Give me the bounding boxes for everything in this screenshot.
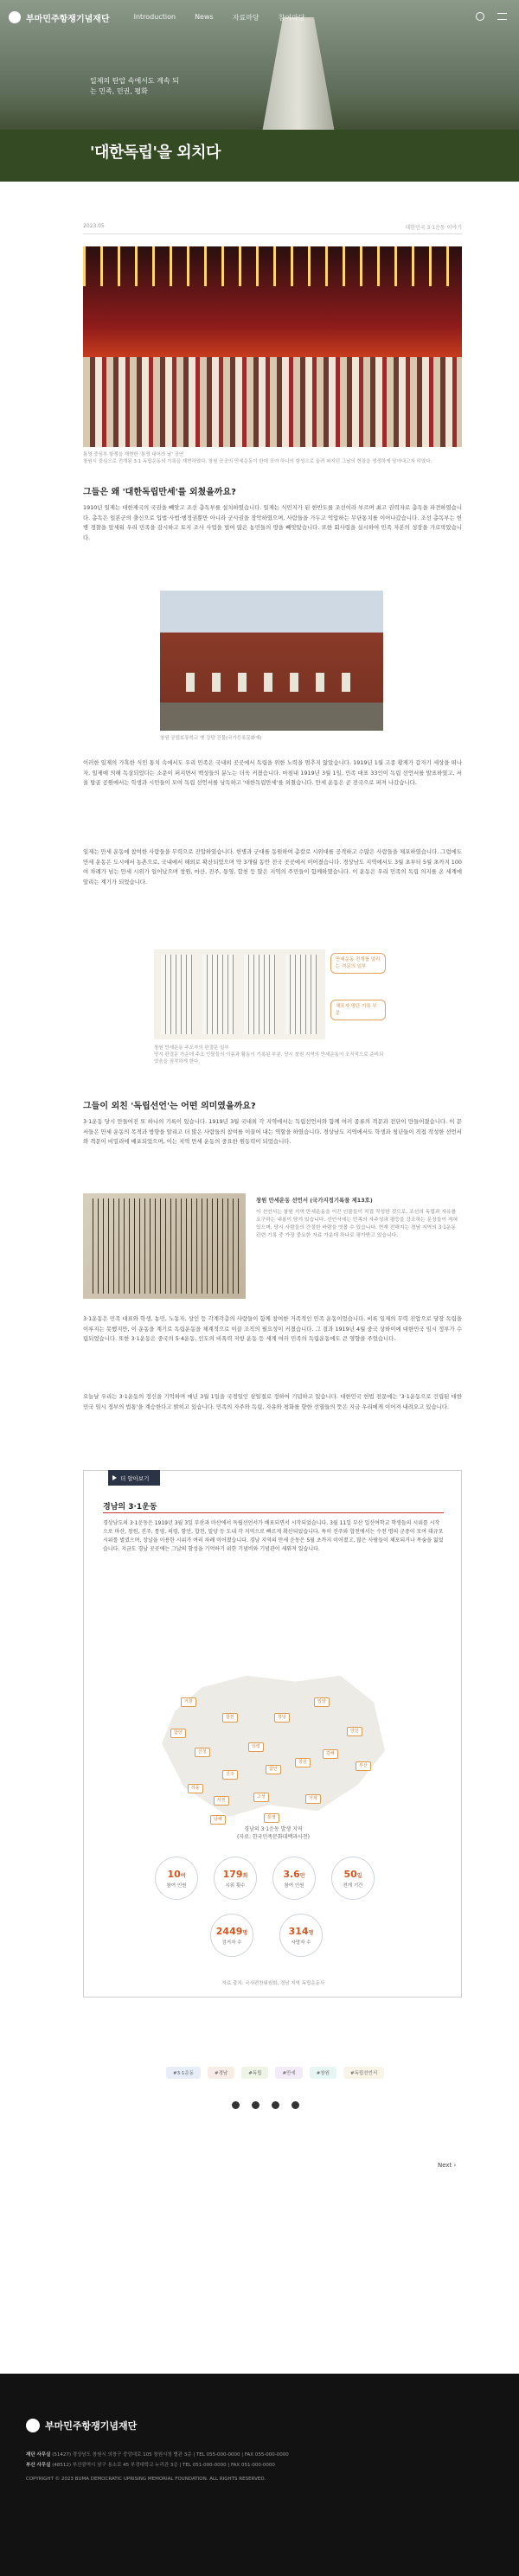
- info-box-text: 경상남도의 3·1운동은 1919년 3월 3일 부산과 마산에서 독립선언서가 배포되면서 시작되었습니다. 3월 11일 부산 일신여학교 학생들의 시위를 시작으로 마산, 창원, 진주, 통영, 의령, 함안, 합천, 밀양 등 도내 각 지역으로 빠르게 확산되었습니다. 특히 진주와 합천에서는 수천 명의 군중이 모여 대규모 시위를 벌였으며, 장날을 이용한 시위가 여러 차례 이어졌습니다. 경남 지역의 만세 운동은 5월 초까지 이어졌고, 많은 사람들이 체포되거나 목숨을 잃었습니다. 지금도 경남 곳곳에는 그날의 함성을 기억하기 위한 기념비와 기념관이 세워져 있습니다.: [103, 1520, 444, 1552]
- tag-list: [166, 2067, 384, 2079]
- section1-heading: 그들은 왜 '대한독립만세'를 외쳤을까요?: [83, 488, 236, 497]
- search-icon[interactable]: [476, 12, 484, 21]
- main-menu: [134, 13, 305, 22]
- document-sheet: [285, 955, 317, 1034]
- section2-paragraph-1: 3·1운동 당시 만들어진 또 하나의 기록이 있습니다. 1919년 3월 국내외 각 지역에서는 독립선언서와 함께 여러 종류의 격문과 전단이 만들어졌습니다. 이 문서들은 만세 운동의 목적과 방향을 알리고 더 많은 사람들의 참여를 이끌어 내는 역할을 하였습니다. 경상남도 지역에서도 학생과 청년들이 직접 작성한 선언서와 격문이 비밀리에 배포되었으며, 이는 지역 만세 운동의 중요한 원동력이 되었습니다.: [83, 1118, 462, 1145]
- map-label: 거제: [305, 1794, 321, 1804]
- blog-icon[interactable]: [272, 2101, 279, 2109]
- section1-paragraph-2: 이러한 일제의 가혹한 식민 통치 속에서도 우리 민족은 국내외 곳곳에서 독립을 위한 노력을 멈추지 않았습니다. 1919년 1월 고종 황제가 갑자기 세상을 떠나자, 일제에 의해 독살되었다는 소문이 퍼지면서 백성들의 분노는 더욱 커졌습니다. 마침내 1919년 3월 1일, 민족 대표 33인이 독립 선언서를 발표하였고, 서울 탑골 공원에서는 학생과 시민들이 모여 독립 선언서를 낭독하고 '대한독립만세'를 외쳤습니다. 만세 운동은 곧 전국으로 퍼져 나갔습니다.: [83, 759, 462, 786]
- declaration-description: 이 선언서는 창원 지역 만세운동을 이끈 인물들이 직접 작성한 것으로, 조선의 독립과 자유를 요구하는 내용이 담겨 있습니다. 선언서에는 민족의 자주성과 평등을 강조하는 문장들이 적혀 있으며, 당시 사람들의 간절한 바람을 엿볼 수 있습니다. 현재 전해지는 경남 지역의 3·1운동 관련 기록 중 가장 중요한 자료 가운데 하나로 평가받고 있습니다.: [256, 1210, 458, 1238]
- tag-chip[interactable]: #3·1운동: [166, 2067, 201, 2079]
- building-window: [316, 673, 324, 692]
- hero-subtitle: 일제의 탄압 속에서도 계속 되는 민족, 민권, 평화: [90, 77, 179, 95]
- verdict-document-image: [154, 949, 325, 1039]
- youtube-icon[interactable]: [252, 2101, 260, 2109]
- tag-chip[interactable]: #경남: [208, 2067, 234, 2079]
- map-label: 의령: [248, 1742, 264, 1752]
- building-window: [238, 673, 247, 692]
- footer-address-1-text: (51427) 경상남도 창원시 의창구 중앙대로 105 창원시청 별관 3층 | TEL 055-000-0000 | FAX 055-000-0000: [52, 2452, 289, 2458]
- document-sheet: [244, 955, 275, 1034]
- next-post-link[interactable]: [438, 2162, 456, 2169]
- stat-unit: 명: [242, 1929, 248, 1936]
- menu-item-introduction[interactable]: Introduction: [133, 12, 176, 21]
- document-caption: 창원 만세운동 주도자의 판결문 일부 당시 판결문 가운데 주요 인물들의 이름과 활동이 기록된 부분. 당시 창원 지역의 만세운동이 조직적으로 준비되었음을 짐작하게 한다.: [154, 1045, 384, 1064]
- tag-chip[interactable]: #창원: [310, 2067, 336, 2079]
- footer-address-1: [26, 2451, 493, 2459]
- info-box-underline: [103, 1512, 444, 1513]
- building-window: [342, 673, 350, 692]
- menu-item-archive[interactable]: 자료마당: [232, 13, 260, 22]
- building-window: [264, 673, 272, 692]
- info-box-source: 자료 출처: 국사편찬위원회, 경남 지역 독립운동사: [221, 1981, 325, 1986]
- site-footer: [0, 2374, 519, 2576]
- stat-unit: 만: [299, 1872, 305, 1879]
- map-label: 김해: [323, 1749, 338, 1759]
- menu-item-news[interactable]: News: [195, 12, 214, 21]
- building-photo-caption: 창원 공립보통학교 옛 강당 건물(국가등록문화재): [160, 736, 262, 741]
- site-logo[interactable]: [9, 11, 110, 24]
- top-nav: [0, 0, 519, 35]
- stat-value: 50: [343, 1868, 357, 1880]
- declaration-text-texture: [88, 1199, 240, 1294]
- section2-paragraph-3: 오늘날 우리는 3·1운동의 정신을 기억하며 매년 3월 1일을 국경일인 삼일절로 정하여 기념하고 있습니다. 대한민국 헌법 전문에는 '3·1운동으로 건립된 대한민국 임시 정부의 법통'을 계승한다고 밝히고 있습니다. 민족의 자주와 독립, 자유와 평화를 향한 선열들의 뜻은 지금 우리에게 이어져 내려오고 있습니다.: [83, 1393, 462, 1410]
- map-label: 창원: [295, 1758, 311, 1767]
- stat-circle: [214, 1857, 257, 1900]
- document-sheet: [202, 955, 234, 1034]
- map-label: 함양: [170, 1729, 186, 1738]
- stat-unit: 명: [308, 1929, 314, 1936]
- menu-item-participation[interactable]: 참여마당: [278, 13, 305, 22]
- section2-heading: 그들이 외친 '독립선언'는 어떤 의미였을까요?: [83, 1102, 256, 1111]
- map-label: 사천: [214, 1796, 229, 1806]
- map-label: 하동: [188, 1784, 203, 1793]
- map-label: 부산: [356, 1761, 371, 1771]
- footer-brand: 부마민주항쟁기념재단: [45, 2420, 138, 2432]
- hero-grass: [0, 130, 519, 182]
- info-box-tag: [108, 1470, 160, 1486]
- document-callout-2: 체포자 명단 기록 부분: [330, 1000, 386, 1020]
- stat-label: 참여 인원: [284, 1882, 304, 1889]
- map-label: 양산: [347, 1727, 362, 1736]
- facebook-icon[interactable]: [232, 2101, 240, 2109]
- footer-address-2-text: (48512) 부산광역시 남구 용소로 45 부경대학교 누리관 3층 | TEL 051-000-0000 | FAX 051-000-0000: [52, 2463, 275, 2468]
- gyeongnam-map: [162, 1670, 385, 1817]
- footer-copyright: COPYRIGHT © 2023 BUMA DEMOCRATIC UPRISING MEMORIAL FOUNDATION. ALL RIGHTS RESERVED.: [26, 2477, 266, 2482]
- declaration-title: 창원 만세운동 선언서 (국가지정기록물 제13호): [256, 1197, 373, 1204]
- declaration-sidebar: [256, 1197, 462, 1240]
- page-title: '대한독립'을 외치다: [90, 144, 221, 162]
- map-label: 함안: [266, 1765, 281, 1774]
- stat-value: 3.6: [283, 1868, 300, 1880]
- arrow-right-icon: [112, 1475, 117, 1480]
- next-label: Next: [438, 2162, 452, 2169]
- stat-circle: [210, 1914, 253, 1957]
- menu-icon[interactable]: [497, 13, 507, 20]
- map-label: 남해: [210, 1815, 226, 1825]
- declaration-document-image: [83, 1193, 246, 1299]
- footer-logo[interactable]: [26, 2419, 137, 2432]
- stat-value: 179: [222, 1868, 243, 1880]
- footer-address-2-label: 부산 사무실: [26, 2463, 51, 2468]
- tag-chip[interactable]: #만세: [275, 2067, 302, 2079]
- map-caption: 경남의 3·1운동 발생 지역 (자료: 한국민족문화대백과사전): [237, 1826, 310, 1840]
- map-label: 밀양: [314, 1697, 330, 1707]
- stat-label: 시위 횟수: [225, 1882, 246, 1889]
- stat-unit: 일: [356, 1872, 362, 1879]
- share-link-icon[interactable]: [292, 2101, 299, 2109]
- hero-banner: [0, 0, 519, 182]
- divider: [83, 233, 462, 234]
- section1-paragraph-1: 1910년 일제는 대한제국의 국권을 빼앗고 조선 총독부를 설치하였습니다. 일제는 식민지가 된 한반도를 조선이라 부르며 최고 권력자로 총독을 파견하였습니다. 총독은 일본군의 출신으로 입법·사법·행정권뿐만 아니라 군사권을 장악하였으며, 사람들을 가두고 억압하는 무단통치를 이어나갔습니다. 조선 총독부는 헌병 경찰을 앞세워 우리 민족을 감시하고 토지 조사 사업을 벌여 많은 농민들의 땅을 빼앗았습니다. 또한 회사령을 실시하여 민족 자본의 성장을 가로막았습니다.: [83, 504, 462, 541]
- section2-paragraph-2: 3·1운동은 민족 대표와 학생, 농민, 노동자, 상인 등 각계각층의 사람들이 함께 참여한 거족적인 민족 운동이었습니다. 비록 일제의 무력 진압으로 당장 독립을 이루지는 못했지만, 이 운동을 계기로 독립운동을 체계적으로 이끌 조직의 필요성이 커졌습니다. 그 결과 1919년 4월 중국 상하이에 대한민국 임시 정부가 수립되었습니다. 또한 3·1운동은 중국의 5·4운동, 인도의 비폭력 저항 운동 등 세계 여러 민족의 독립운동에도 큰 영향을 주었습니다.: [83, 1315, 462, 1342]
- stage-performers: [83, 357, 462, 447]
- tag-chip[interactable]: #독립선언서: [343, 2067, 384, 2079]
- building-window: [290, 673, 298, 692]
- stat-label: 참여 인원: [166, 1882, 187, 1889]
- stat-unit: 회: [242, 1872, 248, 1879]
- stat-circle: [279, 1914, 323, 1957]
- post-category: 대한민국 3·1운동 이야기: [405, 225, 462, 231]
- map-label: 합천: [222, 1713, 238, 1723]
- stat-label: 검거자 수: [221, 1940, 242, 1946]
- brand-name: 부마민주항쟁기념재단: [26, 14, 110, 24]
- map-label: 산청: [195, 1748, 210, 1757]
- footer-address-2: [26, 2462, 493, 2470]
- document-sheet: [161, 955, 192, 1034]
- stat-circle: [155, 1857, 198, 1900]
- stat-label: 사망자 수: [291, 1940, 311, 1946]
- stat-value: 2449: [215, 1925, 243, 1937]
- footer-address-1-label: 재단 사무실: [26, 2452, 51, 2458]
- tag-chip[interactable]: #독립: [241, 2067, 268, 2079]
- map-label: 고성: [253, 1793, 269, 1802]
- map-label: 통영: [264, 1813, 279, 1823]
- logo-mark-icon: [9, 11, 21, 23]
- building-window: [186, 673, 195, 692]
- footer-logo-mark-icon: [26, 2419, 40, 2432]
- stat-unit: 여: [180, 1872, 186, 1879]
- post-date: 2023.05: [83, 223, 105, 229]
- map-label: 창녕: [274, 1713, 290, 1723]
- stage-lights: [83, 246, 462, 286]
- section1-paragraph-3: 일제는 만세 운동에 참여한 사람들을 무력으로 진압하였습니다. 헌병과 군대를 동원하여 총칼로 시위대를 공격하고 수많은 사람들을 체포하였습니다. 그럼에도 만세 운동은 도시에서 농촌으로, 국내에서 해외로 확산되었으며 약 3개월 동안 전국 곳곳에서 이어졌습니다. 경상남도 지역에서도 3월 초부터 5월 초까지 100여 차례가 넘는 만세 시위가 일어났으며 창원, 마산, 진주, 통영, 합천 등 많은 지역의 주민들이 함께하였습니다. 이 운동은 우리 민족의 독립 의지를 온 세계에 알리는 계기가 되었습니다.: [83, 848, 462, 885]
- school-building-photo: [160, 591, 383, 731]
- chevron-right-icon: ›: [453, 2162, 457, 2169]
- building-window: [212, 673, 221, 692]
- map-label: 진주: [222, 1770, 238, 1780]
- stat-circle: [272, 1857, 316, 1900]
- stat-label: 전개 기간: [343, 1882, 363, 1889]
- stage-photo-caption: 통영 중심부 항쟁을 재현한 '통영 내어라 날' 공연 창원시 중심으로 전개된 3·1 독립운동의 기록을 재현하였다. 창원 곳곳의 만세운동이 한데 모여 하나의 함성으로 울려 퍼지던 그날의 현장을 생생하게 담아내고자 하였다.: [83, 452, 432, 464]
- info-box: [83, 1470, 462, 1998]
- share-buttons: [232, 2101, 299, 2109]
- stat-value: 314: [288, 1925, 309, 1937]
- stat-value: 10: [167, 1868, 181, 1880]
- info-box-title: 경남의 3·1운동: [103, 1503, 157, 1512]
- stage-performance-photo: [83, 246, 462, 447]
- info-box-tag-label: 더 알아보기: [120, 1474, 150, 1482]
- document-callout-1: 만세운동 전개를 알리는 격문의 일부: [330, 953, 386, 974]
- stat-circle: [331, 1857, 375, 1900]
- map-label: 거창: [181, 1697, 196, 1707]
